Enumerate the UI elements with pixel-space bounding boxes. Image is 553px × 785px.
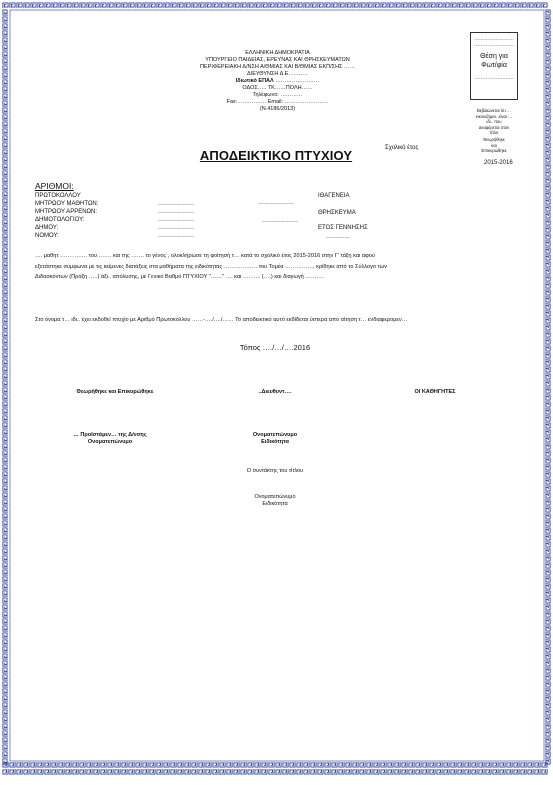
head-signature: [50, 432, 170, 446]
school-year-value: 2015-2016: [484, 160, 513, 166]
header-line: ΔΙΕΥΘΥΝΣΗ Δ.Ε. ………: [247, 71, 308, 77]
attestation-line: αναφέρεται στον: [478, 124, 510, 130]
specialty-signature: [220, 432, 330, 446]
photo-attestation: [466, 108, 522, 154]
number-value-dots: ………………: [158, 209, 194, 215]
validated-line: και: [491, 142, 497, 148]
school-phone: Τηλέφωνο: …………: [252, 92, 303, 98]
number-value-dots: ………………: [158, 217, 194, 223]
nationality-label: ΙΘΑΓΕΝΕΙΑ: [318, 193, 350, 199]
header-line: ΕΛΛΗΝΙΚΗ ΔΗΜΟΚΡΑΤΙΑ: [245, 50, 310, 56]
author-signature: [220, 494, 330, 508]
issue-statement: Στο όνομα τ… ιδι.. έχει εκδοθεί πτυχίο με Αριθμό Πρωτοκόλλου ……-…./…./…… Το αποδεικτικό αυτό εκδίδεται ύστερα από αίτηση τ… ενδιαφερομεν…: [35, 317, 408, 323]
number-label: ΜΗΤΡΩΟΥ ΜΑΘΗΤΩΝ:: [35, 201, 99, 207]
attestation-line: εικονιζόμεν. είναι …: [475, 113, 513, 119]
signer-specialty: Ειδικότητα: [261, 439, 289, 445]
attestation-line: τίτλο: [489, 130, 499, 136]
body-line: …. μαθητ ……. ……. του ……. και της ……. το γένος , ολοκλήρωσε τη φοίτησή τ… κατά το σχολικό έτος 2015-2016 στην Γ' τάξη και αφού: [35, 253, 375, 259]
body-line: Διδασκόντων (Πράξη …..) άξι.. απόλυσης, με Γενικό Βαθμό ΠΤΥΧΙΟΥ "……" …. και …. ….. (….) και διαγωγή ……….: [35, 274, 324, 280]
attestation-line: Βεβαιώνεται ότι …: [477, 108, 511, 113]
number-label: ΔΗΜΟΥ:: [35, 225, 59, 231]
attestation-line: ιδι.. που: [486, 119, 502, 125]
head-name: Ονοματεπώνυμο: [87, 439, 133, 445]
photo-dots: ……………………: [474, 42, 514, 48]
school-address: ΟΔΟΣ….. ΤΚ……ΠΟΛΗ……: [242, 85, 313, 91]
header-line: ΠΕΡΙΦΕΡΕΙΑΚΗ Δ/ΝΣΗ Α/ΘΜΙΑΣ ΚΑΙ Β/ΘΜΙΑΣ ΕΚΠ/ΣΗΣ ……: [200, 64, 355, 70]
school-year-label: Σχολικό έτος: [385, 145, 419, 151]
photo-label: Θέση για: [480, 53, 508, 60]
law-reference: (Ν.4186/2013): [259, 106, 296, 112]
photo-placeholder-box: [470, 32, 518, 100]
mid-value-dots: ………………: [262, 218, 298, 224]
number-label: ΜΗΤΡΩΟΥ ΑΡΡΕΝΩΝ:: [35, 209, 98, 215]
number-value-dots: ………………: [158, 233, 194, 239]
photo-dots: ……………………: [474, 36, 514, 42]
religion-label: ΘΡΗΣΚΕΥΜΑ: [318, 210, 356, 216]
author-specialty: Ειδικότητα: [262, 501, 288, 507]
photo-label: Φωτ/φία: [481, 62, 507, 69]
place-date: Τόπος …./…/….2016: [239, 343, 311, 352]
director-label: ..Διευθυντ….: [258, 389, 292, 395]
signer-name: Ονοματεπώνυμο: [252, 432, 298, 438]
school-name-dots: ……………………: [275, 78, 320, 84]
teachers-label: ΟΙ ΚΑΘΗΓΗΤΕΣ: [414, 389, 456, 395]
ministry-header: [150, 50, 405, 113]
certified-label: Θεωρήθηκε και Επικυρώθηκε: [76, 389, 154, 395]
school-name: Ιδιωτικό ΕΠΑΛ: [235, 78, 274, 84]
birth-year-dots: …………: [326, 234, 350, 240]
author-name: Ονοματεπώνυμο: [254, 494, 296, 500]
photo-dots: ……………………: [474, 75, 514, 81]
document-title: ΑΠΟΔΕΙΚΤΙΚΟ ΠΤΥΧΙΟΥ: [199, 148, 353, 163]
school-fax-email: Fax: …………… Email: ……………………: [226, 99, 329, 105]
body-line: εξετάστηκε σύμφωνα με τις κείμενες διατάξεις στα μαθήματα της ειδικότητας ……………… του Τομέα ……………, κρίθηκε από το Σύλλογο των: [35, 263, 387, 270]
validated-line: Θεωρήθηκε: [483, 136, 505, 142]
number-value-dots: ………………: [158, 201, 194, 207]
number-label: ΝΟΜΟΥ:: [35, 233, 59, 239]
school-name-line: [150, 78, 405, 85]
numbers-labels: [35, 192, 98, 240]
head-title: … Προϊστάμεν… της Δ/νσης: [73, 432, 147, 438]
numbers-heading: ΑΡΙΘΜΟΙ:: [35, 181, 74, 191]
number-label: ΠΡΩΤΟΚΟΛΛΟΥ: [35, 193, 81, 199]
numbers-values: [158, 200, 194, 240]
birth-year-label: ΕΤΟΣ ΓΕΝΝΗΣΗΣ: [318, 225, 368, 231]
validated-line: Επικυρώθηκε: [481, 148, 507, 154]
number-label: ΔΗΜΟΤΟΛΟΓΙΟΥ:: [35, 217, 85, 223]
number-value-dots: ………………: [158, 225, 194, 231]
author-label: Ο συντάκτης του τίτλου: [246, 468, 304, 474]
mid-value-dots: ………………: [258, 200, 294, 206]
body-paragraph: [35, 251, 517, 283]
header-line: ΥΠΟΥΡΓΕΙΟ ΠΑΙΔΕΙΑΣ, ΕΡΕΥΝΑΣ ΚΑΙ ΘΡΗΣΚΕΥΜΑΤΩΝ: [205, 57, 350, 63]
